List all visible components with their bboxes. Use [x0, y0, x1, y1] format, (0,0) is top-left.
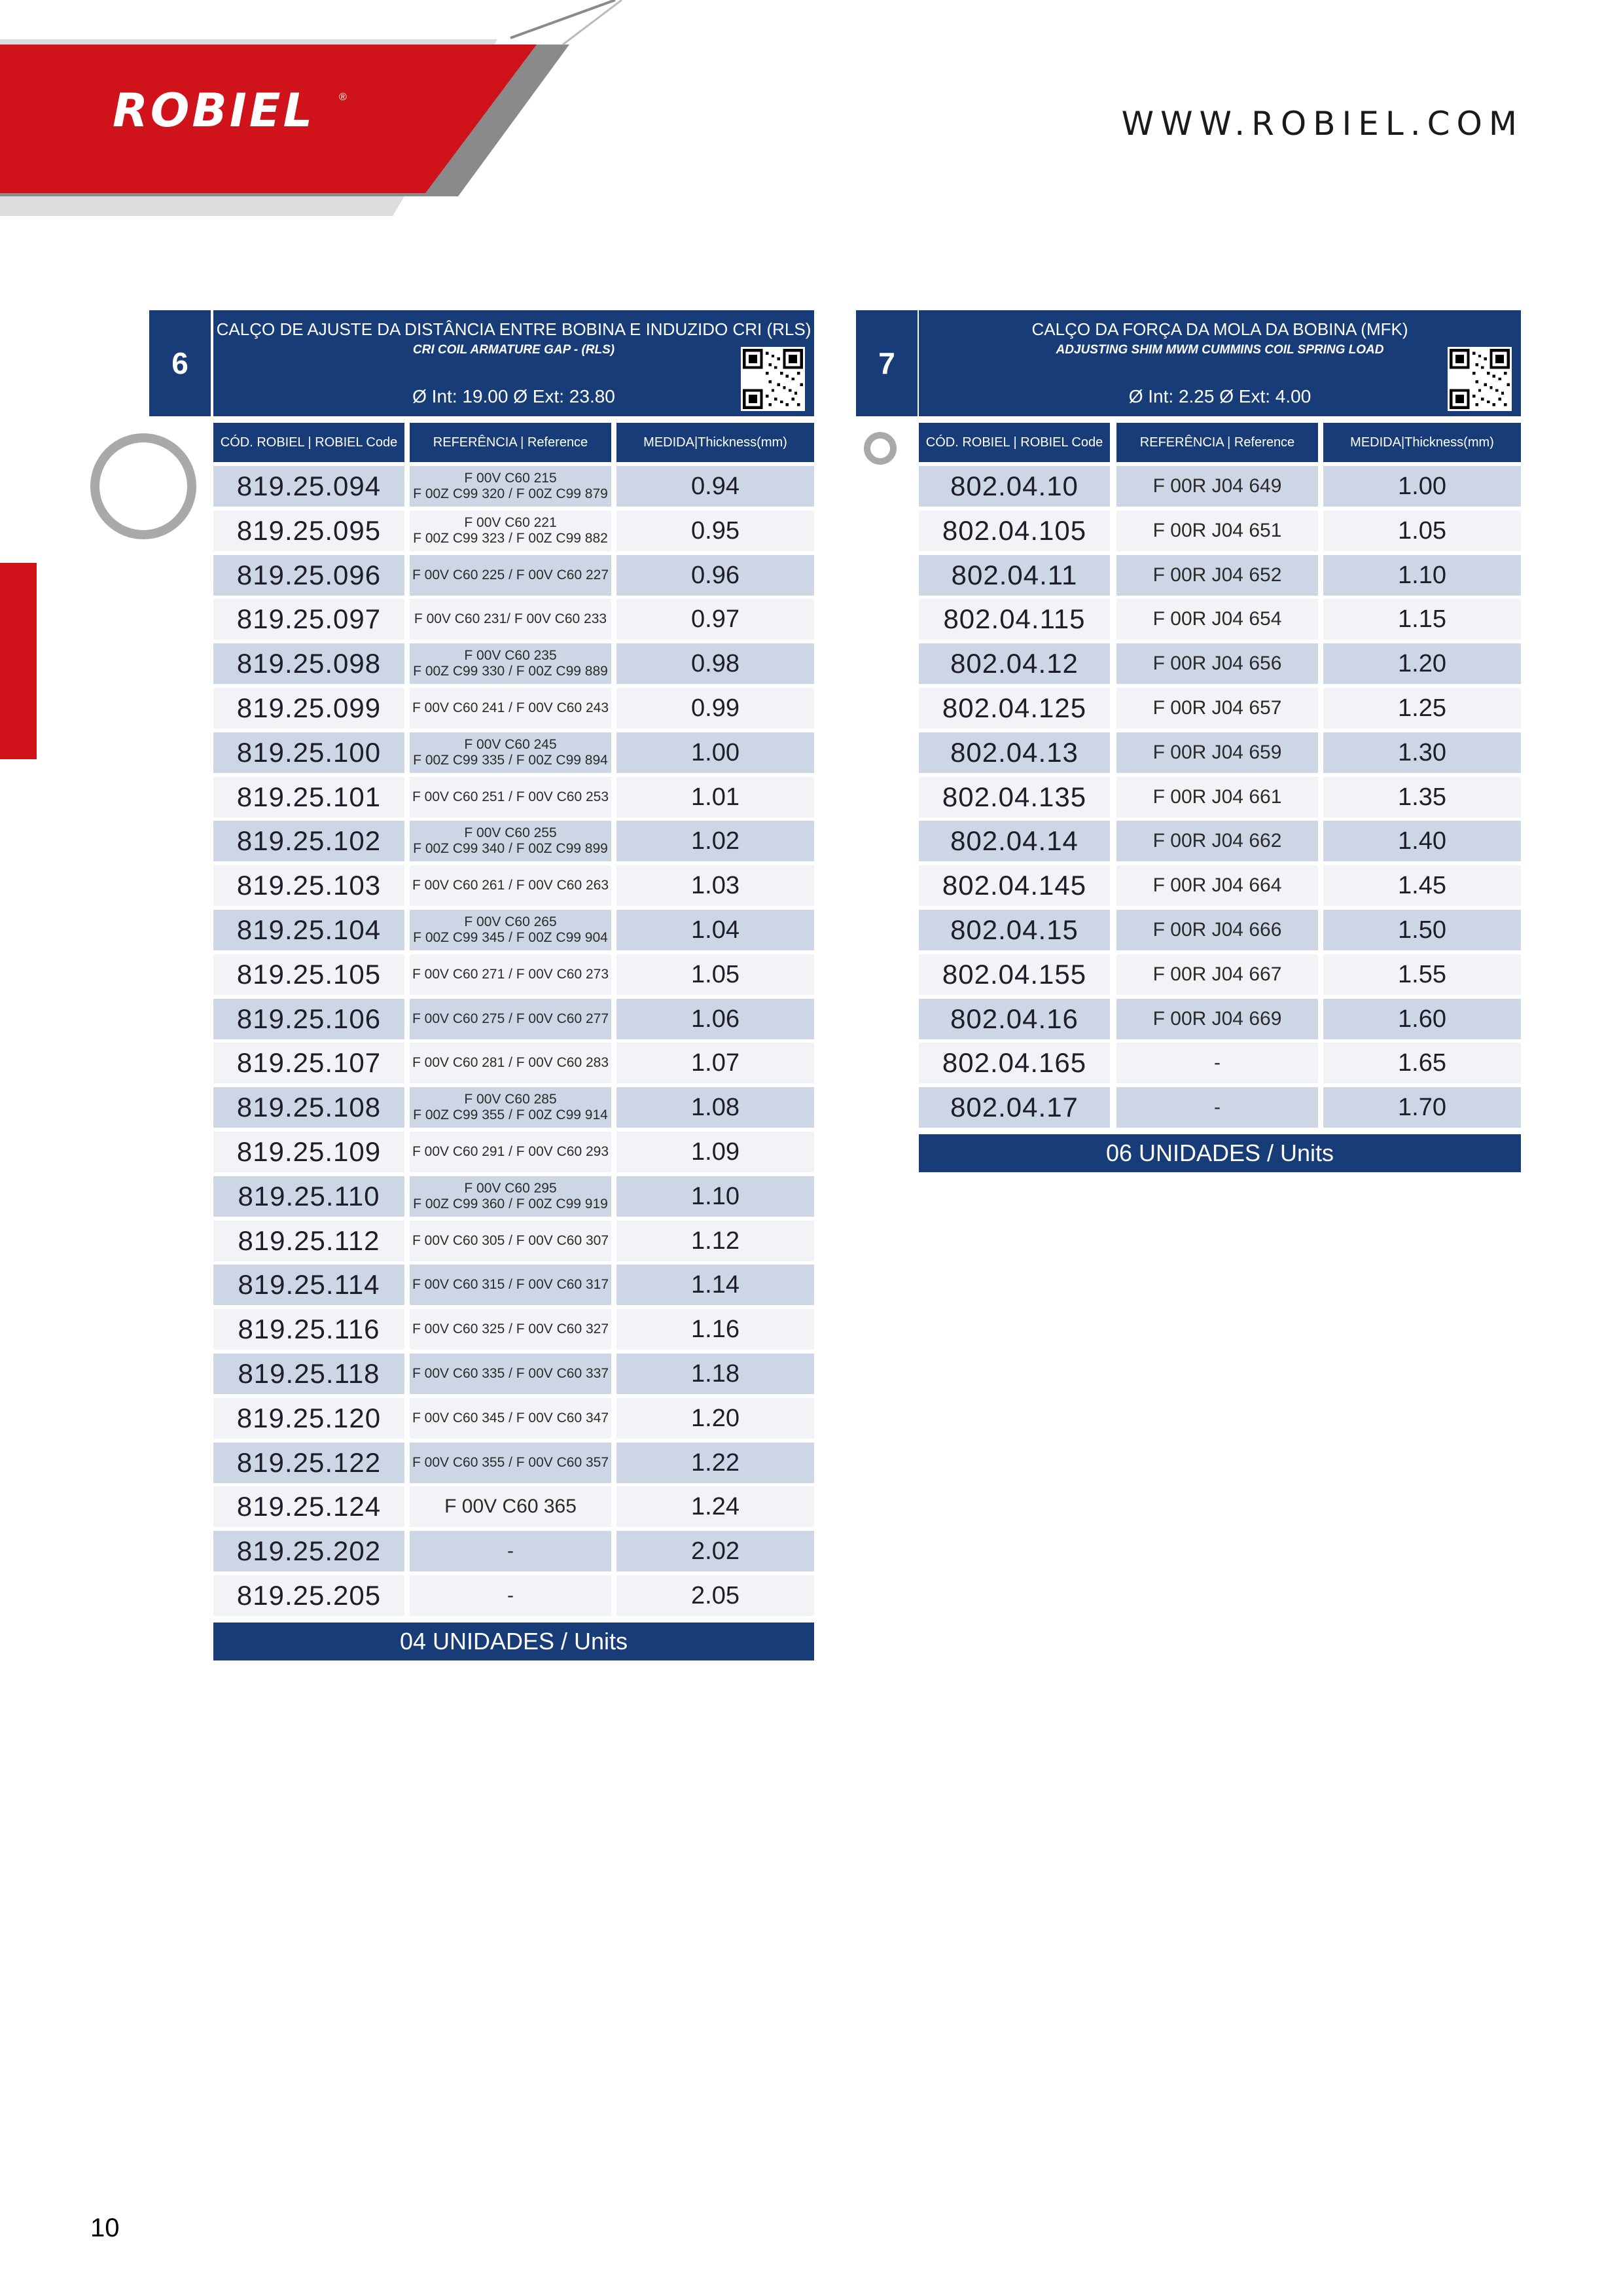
thickness-cell: 1.12 — [616, 1221, 814, 1261]
title-portuguese: CALÇO DA FORÇA DA MOLA DA BOBINA (MFK) — [1031, 319, 1408, 339]
reference-line: F 00V C60 235 — [464, 648, 557, 663]
reference-line: F 00V C60 261 / F 00V C60 263 — [412, 878, 609, 893]
reference-cell — [410, 732, 611, 773]
reference-cell — [410, 1043, 611, 1083]
reference-line: F 00R J04 651 — [1152, 520, 1282, 541]
section-title-box — [919, 310, 1521, 416]
reference-line: F 00R J04 654 — [1152, 608, 1282, 630]
robiel-code-cell: 802.04.155 — [919, 954, 1110, 995]
robiel-code-cell: 802.04.14 — [919, 821, 1110, 861]
reference-cell — [410, 1486, 611, 1527]
washer-ring-icon — [90, 433, 196, 539]
reference-line: F 00R J04 649 — [1152, 475, 1282, 497]
thickness-cell: 1.40 — [1323, 821, 1521, 861]
thickness-cell: 1.55 — [1323, 954, 1521, 995]
robiel-code-cell: 819.25.098 — [213, 643, 404, 684]
qr-code-icon[interactable] — [741, 347, 805, 411]
robiel-code-cell: 819.25.110 — [213, 1176, 404, 1217]
robiel-code-cell: 819.25.122 — [213, 1443, 404, 1483]
reference-line: F 00V C60 251 / F 00V C60 253 — [412, 789, 609, 804]
robiel-code-cell: 819.25.094 — [213, 466, 404, 507]
robiel-code-cell: 819.25.100 — [213, 732, 404, 773]
thickness-cell: 1.18 — [616, 1354, 814, 1394]
thickness-cell: 1.05 — [1323, 511, 1521, 551]
thickness-cell: 1.20 — [616, 1398, 814, 1439]
reference-line: F 00R J04 664 — [1152, 874, 1282, 896]
robiel-code-cell: 802.04.105 — [919, 511, 1110, 551]
robiel-code-cell: 819.25.116 — [213, 1309, 404, 1350]
section-title-box — [213, 310, 814, 416]
robiel-code-cell: 819.25.106 — [213, 999, 404, 1039]
qr-code-icon[interactable] — [1448, 347, 1512, 411]
reference-cell — [1116, 1087, 1318, 1128]
thickness-cell: 1.05 — [616, 954, 814, 995]
reference-cell — [1116, 732, 1318, 773]
reference-cell — [410, 1132, 611, 1172]
thickness-cell: 1.35 — [1323, 777, 1521, 817]
thickness-cell: 1.60 — [1323, 999, 1521, 1039]
thickness-cell: 1.08 — [616, 1087, 814, 1128]
column-header: CÓD. ROBIEL | ROBIEL Code — [919, 423, 1110, 462]
reference-line: F 00Z C99 360 / F 00Z C99 919 — [413, 1196, 608, 1211]
reference-cell — [410, 1398, 611, 1439]
robiel-code-cell: 802.04.17 — [919, 1087, 1110, 1128]
reference-line: F 00Z C99 323 / F 00Z C99 882 — [413, 531, 608, 546]
thickness-cell: 0.97 — [616, 599, 814, 639]
robiel-code-cell: 819.25.103 — [213, 865, 404, 906]
reference-line: F 00V C60 255 — [464, 825, 557, 840]
reference-line: F 00V C60 241 / F 00V C60 243 — [412, 700, 609, 715]
page-number: 10 — [90, 2214, 120, 2242]
robiel-code-cell: 819.25.112 — [213, 1221, 404, 1261]
robiel-code-cell: 819.25.124 — [213, 1486, 404, 1527]
reference-cell — [1116, 688, 1318, 728]
thickness-cell: 1.65 — [1323, 1043, 1521, 1083]
reference-line: F 00Z C99 330 / F 00Z C99 889 — [413, 664, 608, 679]
thickness-cell: 0.94 — [616, 466, 814, 507]
robiel-code-cell: 802.04.165 — [919, 1043, 1110, 1083]
header-banner — [0, 0, 654, 216]
robiel-code-cell: 819.25.105 — [213, 954, 404, 995]
reference-line: - — [1214, 1096, 1221, 1118]
robiel-code-cell: 819.25.102 — [213, 821, 404, 861]
reference-line: F 00R J04 662 — [1152, 830, 1282, 852]
thickness-cell: 1.70 — [1323, 1087, 1521, 1128]
thickness-cell: 1.00 — [1323, 466, 1521, 507]
column-header: REFERÊNCIA | Reference — [1116, 423, 1318, 462]
thickness-cell: 2.02 — [616, 1531, 814, 1571]
robiel-code-cell: 819.25.108 — [213, 1087, 404, 1128]
reference-cell — [1116, 821, 1318, 861]
section-number: 7 — [856, 310, 918, 416]
robiel-code-cell: 819.25.202 — [213, 1531, 404, 1571]
column-header: MEDIDA|Thickness(mm) — [616, 423, 814, 462]
robiel-code-cell: 802.04.15 — [919, 910, 1110, 950]
reference-cell — [1116, 466, 1318, 507]
reference-cell — [410, 1443, 611, 1483]
robiel-code-cell: 819.25.095 — [213, 511, 404, 551]
thickness-cell: 1.30 — [1323, 732, 1521, 773]
thickness-cell: 1.14 — [616, 1265, 814, 1305]
robiel-code-cell: 819.25.099 — [213, 688, 404, 728]
reference-line: F 00V C60 231/ F 00V C60 233 — [414, 611, 607, 626]
reference-cell — [410, 1309, 611, 1350]
reference-line: F 00V C60 315 / F 00V C60 317 — [412, 1277, 609, 1292]
reference-line: F 00V C60 281 / F 00V C60 283 — [412, 1055, 609, 1070]
thickness-cell: 0.96 — [616, 555, 814, 596]
title-english: CRI COIL ARMATURE GAP - (RLS) — [412, 343, 615, 357]
reference-line: F 00V C60 365 — [444, 1496, 577, 1517]
reference-cell — [1116, 865, 1318, 906]
reference-line: F 00R J04 652 — [1152, 564, 1282, 586]
robiel-code-cell: 802.04.16 — [919, 999, 1110, 1039]
reference-cell — [410, 688, 611, 728]
thickness-cell: 0.98 — [616, 643, 814, 684]
title-portuguese: CALÇO DE AJUSTE DA DISTÂNCIA ENTRE BOBINA E INDUZIDO CRI (RLS) — [216, 319, 812, 339]
thickness-cell: 1.10 — [1323, 555, 1521, 596]
robiel-code-cell: 819.25.096 — [213, 555, 404, 596]
robiel-code-cell: 819.25.104 — [213, 910, 404, 950]
thickness-cell: 2.05 — [616, 1575, 814, 1616]
column-header: CÓD. ROBIEL | ROBIEL Code — [213, 423, 404, 462]
column-header: REFERÊNCIA | Reference — [410, 423, 611, 462]
reference-cell — [410, 599, 611, 639]
thickness-cell: 1.02 — [616, 821, 814, 861]
reference-cell — [1116, 511, 1318, 551]
reference-cell — [1116, 1043, 1318, 1083]
thickness-cell: 1.25 — [1323, 688, 1521, 728]
reference-cell — [410, 1221, 611, 1261]
washer-ring-icon — [864, 432, 897, 465]
reference-cell — [410, 1354, 611, 1394]
reference-cell — [410, 910, 611, 950]
website-url[interactable]: WWW.ROBIEL.COM — [1121, 105, 1524, 143]
thickness-cell: 1.09 — [616, 1132, 814, 1172]
reference-line: F 00V C60 355 / F 00V C60 357 — [412, 1455, 609, 1470]
thickness-cell: 1.00 — [616, 732, 814, 773]
thickness-cell: 1.24 — [616, 1486, 814, 1527]
thickness-cell: 1.07 — [616, 1043, 814, 1083]
reference-line: F 00R J04 666 — [1152, 919, 1282, 941]
reference-cell — [410, 511, 611, 551]
robiel-code-cell: 819.25.097 — [213, 599, 404, 639]
reference-line: F 00Z C99 355 / F 00Z C99 914 — [413, 1107, 608, 1122]
reference-cell — [410, 643, 611, 684]
thickness-cell: 0.95 — [616, 511, 814, 551]
reference-cell — [1116, 599, 1318, 639]
reference-cell — [410, 999, 611, 1039]
reference-line: F 00V C60 275 / F 00V C60 277 — [412, 1011, 609, 1026]
reference-cell — [410, 777, 611, 817]
reference-cell — [410, 954, 611, 995]
thickness-cell: 1.15 — [1323, 599, 1521, 639]
reference-line: F 00Z C99 345 / F 00Z C99 904 — [413, 930, 608, 945]
reference-line: F 00V C60 265 — [464, 914, 557, 929]
reference-cell — [410, 555, 611, 596]
thickness-cell: 1.03 — [616, 865, 814, 906]
robiel-code-cell: 802.04.10 — [919, 466, 1110, 507]
column-header: MEDIDA|Thickness(mm) — [1323, 423, 1521, 462]
reference-line: F 00R J04 656 — [1152, 653, 1282, 674]
robiel-logo: ROBIEL — [113, 84, 315, 137]
robiel-code-cell: 819.25.118 — [213, 1354, 404, 1394]
reference-line: F 00Z C99 340 / F 00Z C99 899 — [413, 841, 608, 856]
side-red-tab — [0, 563, 37, 759]
units-footer: 06 UNIDADES / Units — [919, 1134, 1521, 1172]
reference-cell — [410, 1087, 611, 1128]
robiel-code-cell: 802.04.13 — [919, 732, 1110, 773]
robiel-code-cell: 819.25.109 — [213, 1132, 404, 1172]
section-number: 6 — [149, 310, 211, 416]
reference-cell — [410, 821, 611, 861]
thickness-cell: 1.20 — [1323, 643, 1521, 684]
reference-cell — [1116, 555, 1318, 596]
reference-cell — [410, 1176, 611, 1217]
reference-line: F 00V C60 305 / F 00V C60 307 — [412, 1233, 609, 1248]
reference-line: F 00R J04 661 — [1152, 786, 1282, 808]
dimensions-label: Ø Int: 19.00 Ø Ext: 23.80 — [412, 386, 615, 406]
reference-line: F 00V C60 345 / F 00V C60 347 — [412, 1410, 609, 1426]
reference-line: F 00R J04 657 — [1152, 697, 1282, 719]
reference-cell — [1116, 954, 1318, 995]
reference-line: F 00V C60 215 — [464, 471, 557, 486]
reference-cell — [1116, 777, 1318, 817]
reference-line: F 00V C60 225 / F 00V C60 227 — [412, 567, 609, 583]
units-footer: 04 UNIDADES / Units — [213, 1623, 814, 1660]
reference-line: F 00V C60 285 — [464, 1092, 557, 1107]
reference-line: F 00V C60 325 / F 00V C60 327 — [412, 1321, 609, 1336]
reference-line: F 00Z C99 320 / F 00Z C99 879 — [413, 486, 608, 501]
reference-line: F 00V C60 245 — [464, 737, 557, 752]
reference-line: F 00V C60 271 / F 00V C60 273 — [412, 967, 609, 982]
reference-line: - — [507, 1585, 514, 1606]
reference-line: F 00Z C99 335 / F 00Z C99 894 — [413, 753, 608, 768]
dimensions-label: Ø Int: 2.25 Ø Ext: 4.00 — [1128, 386, 1311, 406]
reference-cell — [1116, 999, 1318, 1039]
thickness-cell: 1.50 — [1323, 910, 1521, 950]
robiel-code-cell: 802.04.12 — [919, 643, 1110, 684]
reference-cell — [410, 865, 611, 906]
thickness-cell: 1.45 — [1323, 865, 1521, 906]
robiel-code-cell: 819.25.107 — [213, 1043, 404, 1083]
reference-line: F 00V C60 295 — [464, 1181, 557, 1196]
thickness-cell: 0.99 — [616, 688, 814, 728]
robiel-code-cell: 802.04.145 — [919, 865, 1110, 906]
reference-line: F 00V C60 291 / F 00V C60 293 — [412, 1144, 609, 1159]
robiel-code-cell: 802.04.135 — [919, 777, 1110, 817]
reference-line: F 00V C60 335 / F 00V C60 337 — [412, 1366, 609, 1381]
thickness-cell: 1.10 — [616, 1176, 814, 1217]
robiel-code-cell: 802.04.11 — [919, 555, 1110, 596]
reference-cell — [410, 1531, 611, 1571]
robiel-code-cell: 819.25.205 — [213, 1575, 404, 1616]
registered-mark: ® — [339, 92, 347, 103]
thickness-cell: 1.16 — [616, 1309, 814, 1350]
reference-line: - — [507, 1540, 514, 1562]
robiel-code-cell: 819.25.120 — [213, 1398, 404, 1439]
robiel-code-cell: 802.04.125 — [919, 688, 1110, 728]
reference-line: F 00R J04 667 — [1152, 963, 1282, 985]
reference-cell — [1116, 910, 1318, 950]
thickness-cell: 1.04 — [616, 910, 814, 950]
reference-cell — [410, 1575, 611, 1616]
robiel-code-cell: 819.25.101 — [213, 777, 404, 817]
reference-line: F 00R J04 659 — [1152, 742, 1282, 763]
reference-cell — [1116, 643, 1318, 684]
robiel-code-cell: 802.04.115 — [919, 599, 1110, 639]
robiel-code-cell: 819.25.114 — [213, 1265, 404, 1305]
title-english: ADJUSTING SHIM MWM CUMMINS COIL SPRING LOAD — [1056, 343, 1384, 357]
reference-line: - — [1214, 1052, 1221, 1073]
thickness-cell: 1.01 — [616, 777, 814, 817]
reference-line: F 00R J04 669 — [1152, 1008, 1282, 1030]
reference-cell — [410, 1265, 611, 1305]
reference-line: F 00V C60 221 — [464, 515, 557, 530]
reference-cell — [410, 466, 611, 507]
thickness-cell: 1.22 — [616, 1443, 814, 1483]
thickness-cell: 1.06 — [616, 999, 814, 1039]
